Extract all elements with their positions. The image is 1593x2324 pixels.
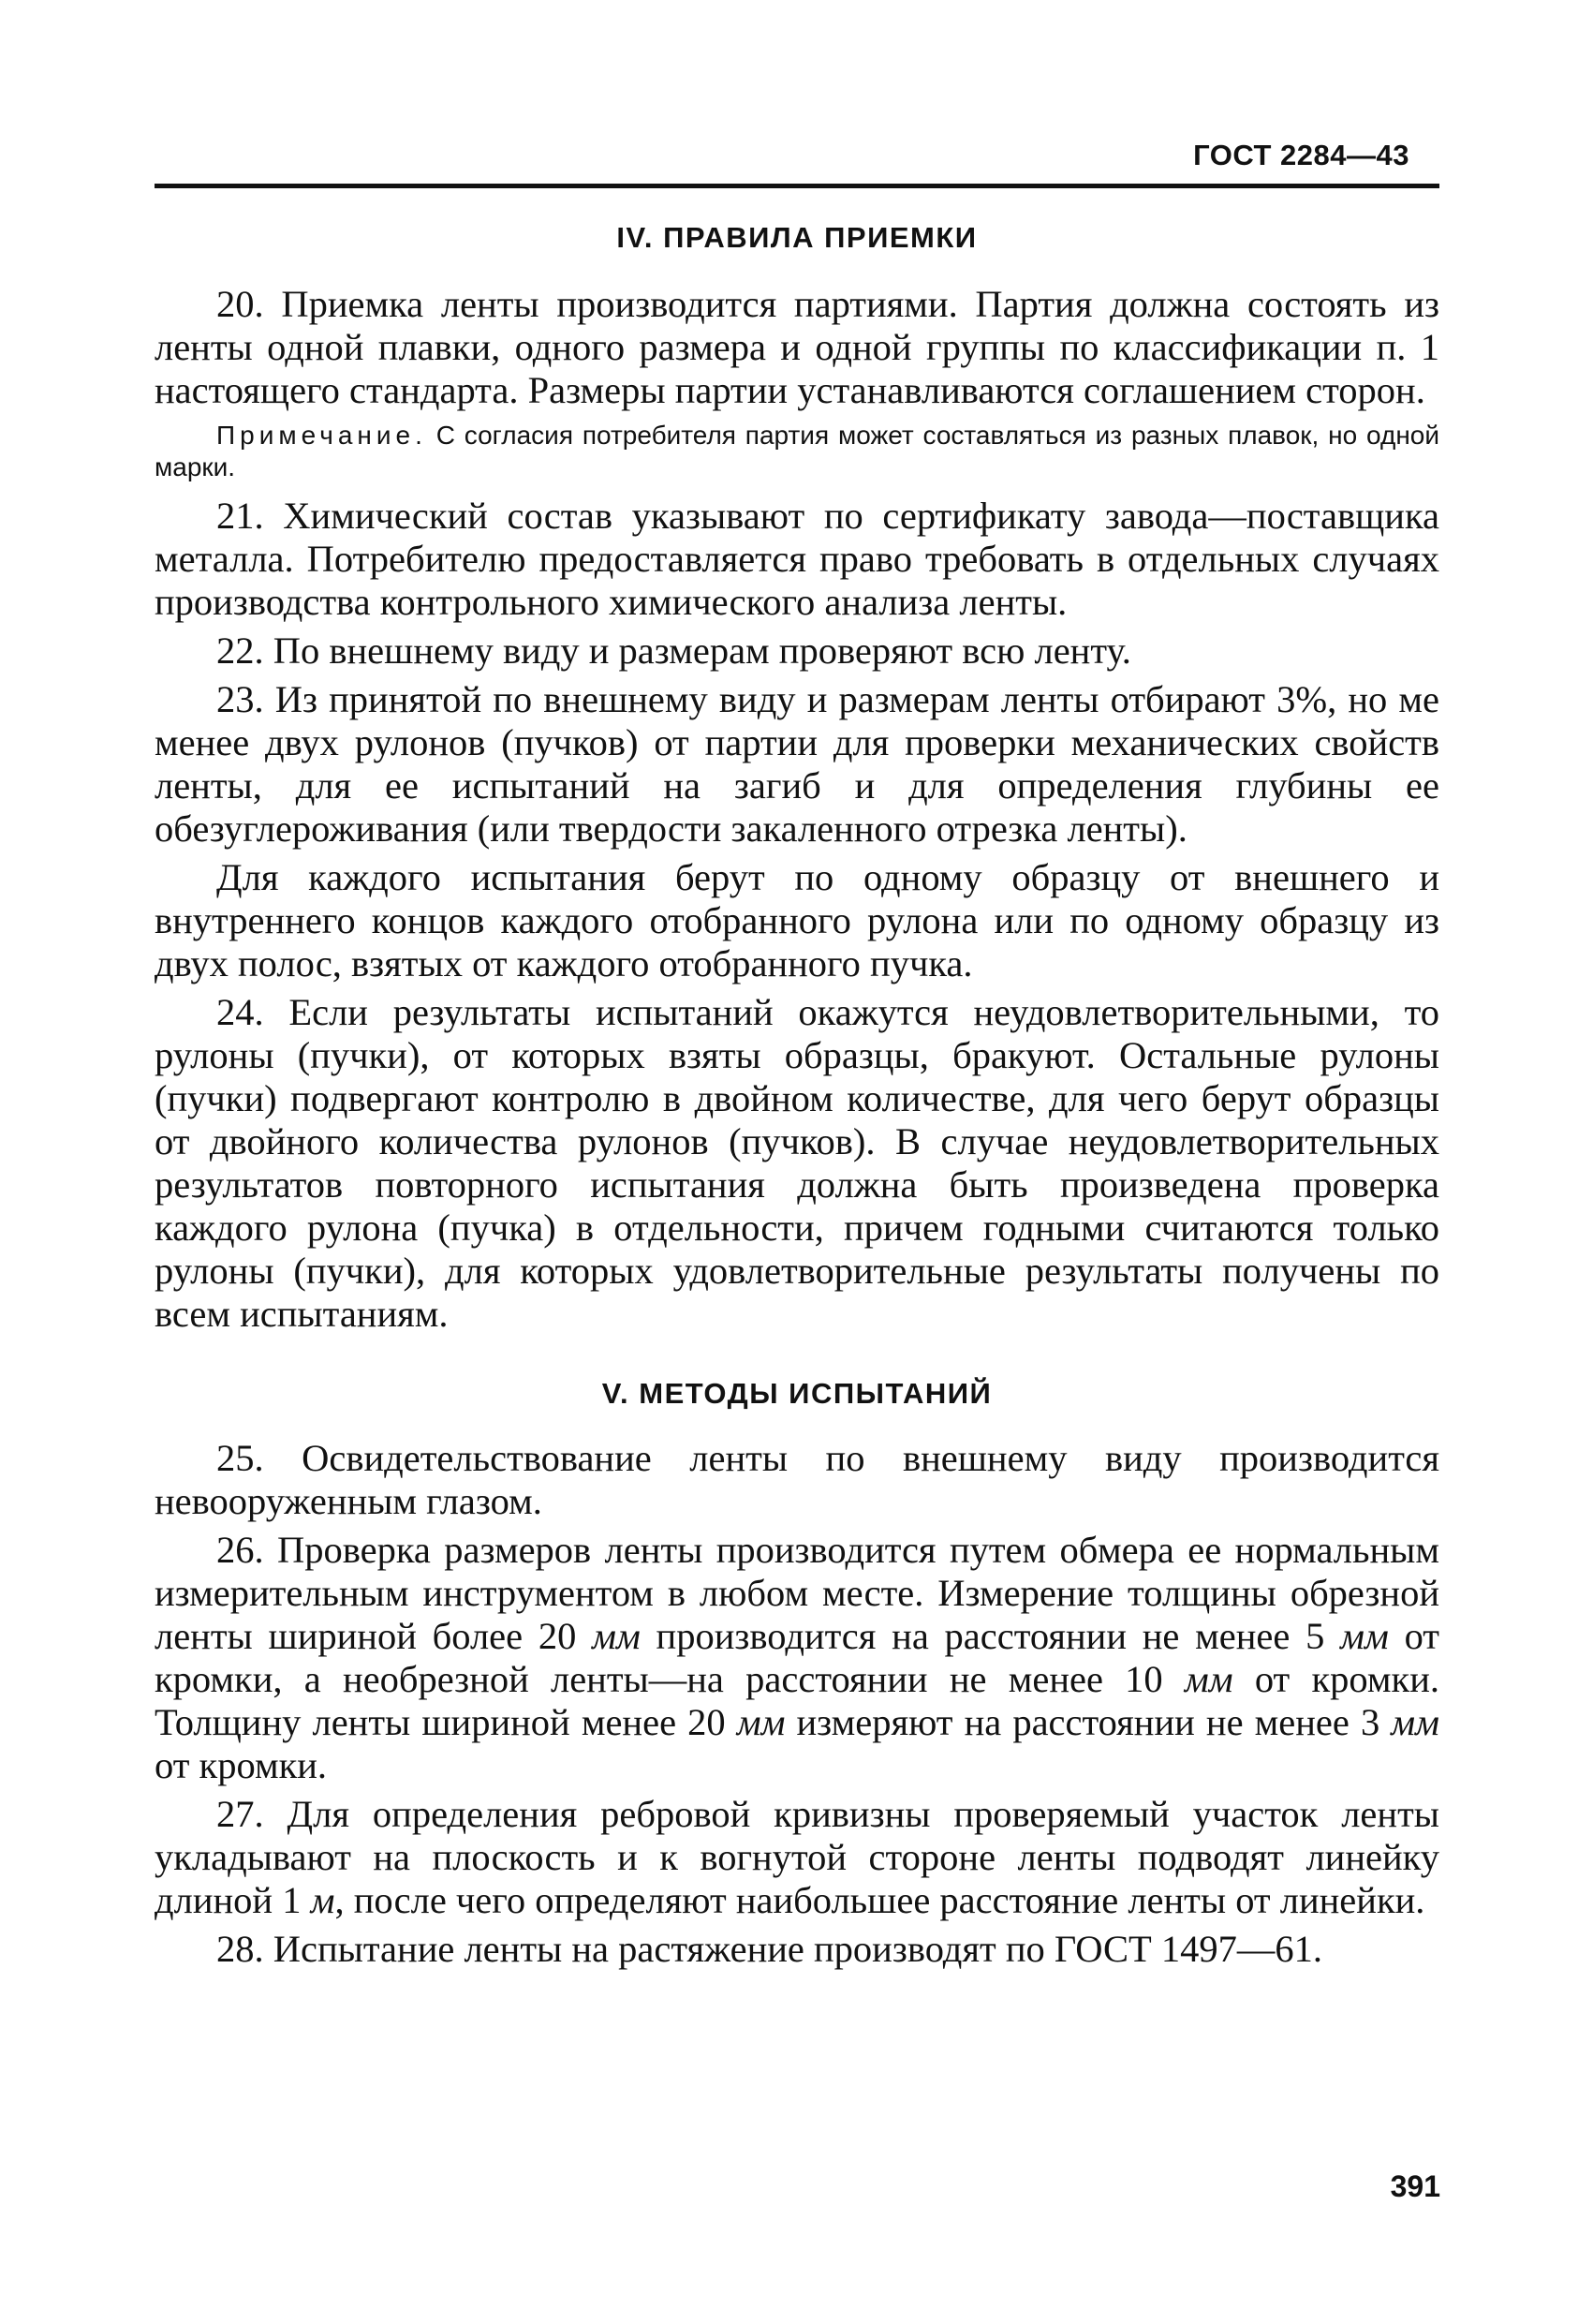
unit-mm: мм: [736, 1701, 786, 1743]
unit-mm: мм: [1340, 1615, 1389, 1657]
paragraph-25: 25. Освидетельствование ленты по внешнему виду производится невооруженным глазом.: [155, 1437, 1439, 1522]
paragraph-26-text: от кромки, а необрезной ленты—на расстоянии не менее 10: [155, 1615, 1439, 1700]
paragraph-21: 21. Химический состав указывают по сертификату завода—поставщика металла. Потребителю предоставляется право требовать в отдельных случаях производства контрольного химического анализа ленты.: [155, 495, 1439, 623]
paragraph-26-text: от кромки.: [155, 1744, 328, 1786]
note: [155, 420, 1439, 483]
unit-mm: мм: [592, 1615, 641, 1657]
paragraph-27-text: , после чего определяют наибольшее расстояние ленты от линейки.: [334, 1879, 1425, 1921]
section-heading-test-methods: V. МЕТОДЫ ИСПЫТАНИЙ: [601, 1377, 993, 1410]
paragraph-26-text: 26. Проверка размеров ленты производится путем обмера ее нормальным измерительным инструментом в любом месте. Измерение толщины обрезной ленты шириной более 20: [155, 1529, 1439, 1657]
paragraph-24: 24. Если результаты испытаний окажутся неудовлетворительными, то рулоны (пучки), от которых взяты образцы, бракуют. Остальные рулоны (пучки) подвергают контролю в двойном количестве, для чего берут образцы от двойного количества рулонов (пучков). В случае неудовлетворительных результатов повторного испытания должна быть произведена проверка каждого рулона (пучка) в отдельности, причем годными считаются только рулоны (пучки), для которых удовлетворительные результаты получены по всем испытаниям.: [155, 991, 1439, 1335]
paragraph-26-text: производится на расстоянии не менее 5: [640, 1615, 1341, 1657]
paragraph-27: [155, 1793, 1439, 1922]
paragraph-23: 23. Из принятой по внешнему виду и размерам ленты отбирают 3%, но ме менее двух рулонов (пучков) от партии для проверки механических свойств ленты, для ее испытаний на загиб и для определения глубины ее обезуглероживания (или твердости закаленного отрезка ленты).: [155, 678, 1439, 850]
paragraph-28: 28. Испытание ленты на растяжение производят по ГОСТ 1497—61.: [216, 1928, 1323, 1970]
note-label: Примечание.: [216, 421, 427, 450]
document-code: ГОСТ 2284—43: [1193, 139, 1409, 171]
header-rule: [155, 184, 1439, 188]
unit-mm: мм: [1184, 1658, 1233, 1700]
unit-mm: мм: [1391, 1701, 1439, 1743]
paragraph-26-text: измеряют на расстоянии не менее 3: [785, 1701, 1392, 1743]
paragraph-26: [155, 1529, 1439, 1787]
paragraph-26-text: от кромки. Толщину ленты шириной менее 20: [155, 1658, 1439, 1743]
unit-m: м: [310, 1879, 335, 1921]
paragraph-20: 20. Приемка ленты производится партиями. Партия должна состоять из ленты одной плавки, одного размера и одной группы по классификации п. 1 настоящего стандарта. Размеры партии устанавливаются соглашением сторон.: [155, 283, 1439, 411]
paragraph-22: 22. По внешнему виду и размерам проверяют всю ленту.: [216, 629, 1131, 672]
paragraph-23-continued: Для каждого испытания берут по одному образцу от внешнего и внутреннего концов каждого отобранного рулона или по одному образцу из двух полос, взятых от каждого отобранного пучка.: [155, 856, 1439, 984]
paragraph-27-text: 27. Для определения ребровой кривизны проверяемый участок ленты укладывают на плоскость и к вогнутой стороне ленты подводят линейку длиной 1: [155, 1793, 1439, 1921]
section-heading-acceptance: IV. ПРАВИЛА ПРИЕМКИ: [616, 221, 978, 254]
page-number: 391: [1390, 2169, 1440, 2203]
text-column: [155, 221, 1439, 1976]
note-text: С согласия потребителя партия может составляться из разных плавок, но одной марки.: [155, 421, 1440, 481]
